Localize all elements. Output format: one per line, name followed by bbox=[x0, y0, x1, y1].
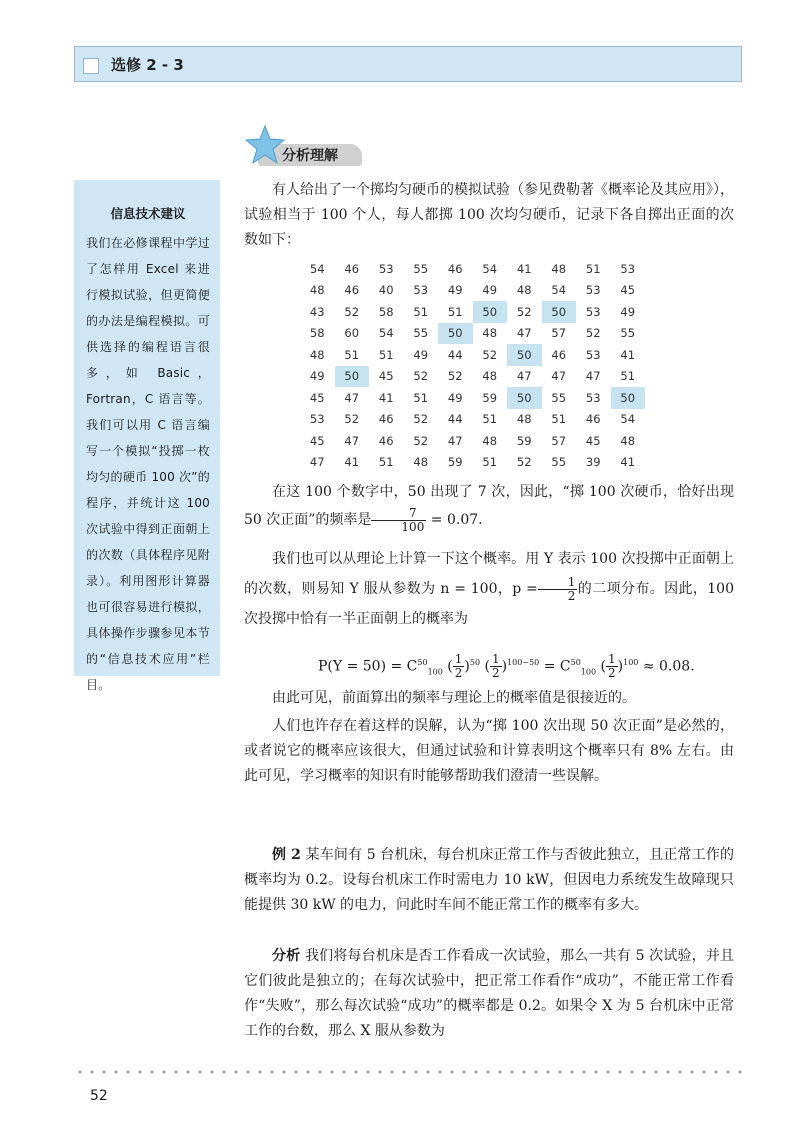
table-cell: 52 bbox=[447, 369, 463, 384]
sidebar-body: 我们在必修课程中学过了怎样用 Excel 来进行模拟试验，但更简便的办法是编程模拟。可供选择的编程语言很多，如 Basic，Fortran，C 语言等。我们可以用 C 语言编写一个模拟“投掷一枚均匀的硬币 100 次”的程序，并统计这 100 次试验中得到正面朝上的次数（具体程序见附录）。利用图形计算器也可很容易进行模拟，具体操作步骤参见本节的“信息技术应用”栏目。 bbox=[86, 236, 210, 692]
table-cell: 54 bbox=[551, 283, 567, 298]
formula-exp2: 100−50 bbox=[507, 658, 540, 667]
table-cell: 48 bbox=[309, 347, 325, 362]
tech-tip-sidebar bbox=[74, 180, 220, 692]
p-fraction bbox=[538, 576, 578, 603]
analysis-label: 分析 bbox=[272, 948, 301, 964]
table-cell: 52 bbox=[413, 369, 429, 384]
freq-frac-den: 100 bbox=[401, 519, 425, 534]
table-cell: 48 bbox=[482, 326, 498, 341]
example-paragraph bbox=[244, 843, 734, 918]
table-cell: 46 bbox=[585, 412, 601, 427]
table-cell: 50 bbox=[473, 301, 508, 323]
table-cell: 47 bbox=[516, 326, 532, 341]
table-cell: 54 bbox=[482, 261, 498, 276]
table-cell: 50 bbox=[507, 387, 542, 409]
table-cell: 46 bbox=[344, 283, 360, 298]
formula-approx: ≈ 0.08. bbox=[642, 658, 695, 675]
formula-c-sup: 50 bbox=[417, 658, 428, 667]
table-cell: 48 bbox=[482, 433, 498, 448]
table-cell: 49 bbox=[309, 369, 325, 384]
formula-c-sub: 100 bbox=[427, 667, 443, 677]
table-cell: 60 bbox=[344, 326, 360, 341]
table-cell: 49 bbox=[482, 283, 498, 298]
table-cell: 47 bbox=[516, 369, 532, 384]
table-cell: 49 bbox=[413, 347, 429, 362]
table-cell: 52 bbox=[585, 326, 601, 341]
table-cell: 41 bbox=[620, 455, 636, 470]
table-cell: 41 bbox=[344, 455, 360, 470]
table-cell: 45 bbox=[309, 433, 325, 448]
table-cell: 46 bbox=[344, 261, 360, 276]
table-cell: 51 bbox=[344, 347, 360, 362]
table-cell: 47 bbox=[309, 455, 325, 470]
table-cell: 47 bbox=[585, 369, 601, 384]
table-cell: 55 bbox=[551, 455, 567, 470]
example-label: 例 2 bbox=[272, 847, 301, 863]
table-cell: 58 bbox=[309, 326, 325, 341]
table-cell: 53 bbox=[309, 412, 325, 427]
table-cell: 54 bbox=[620, 412, 636, 427]
table-cell: 53 bbox=[620, 261, 636, 276]
table-cell: 48 bbox=[309, 283, 325, 298]
table-cell: 59 bbox=[516, 433, 532, 448]
example-text: 某车间有 5 台机床，每台机床正常工作与否彼此独立，且正常工作的概率均为 0.2。设每台机床工作时需电力 10 kW，但因电力系统发生故障现只能提供 30 kW 的电力，问此时车间不能正常工作的概率有多大。 bbox=[244, 847, 734, 913]
table-cell: 53 bbox=[585, 390, 601, 405]
table-cell: 59 bbox=[447, 455, 463, 470]
table-cell: 51 bbox=[585, 261, 601, 276]
table-cell: 48 bbox=[413, 455, 429, 470]
table-cell: 47 bbox=[551, 369, 567, 384]
table-cell: 40 bbox=[378, 283, 394, 298]
table-cell: 44 bbox=[447, 347, 463, 362]
table-row bbox=[300, 387, 645, 409]
table-cell: 51 bbox=[620, 369, 636, 384]
table-cell: 51 bbox=[482, 412, 498, 427]
chapter-header bbox=[74, 46, 742, 82]
table-row bbox=[300, 366, 645, 388]
formula-half-1: $\frac{1}{2}$ bbox=[454, 652, 463, 681]
table-cell: 49 bbox=[620, 304, 636, 319]
table-cell: 52 bbox=[344, 304, 360, 319]
table-cell: 51 bbox=[551, 412, 567, 427]
table-cell: 53 bbox=[378, 261, 394, 276]
table-cell: 57 bbox=[551, 433, 567, 448]
freq-fraction bbox=[371, 507, 426, 534]
table-cell: 53 bbox=[585, 347, 601, 362]
table-cell: 52 bbox=[413, 412, 429, 427]
table-row bbox=[300, 258, 645, 280]
table-cell: 51 bbox=[482, 455, 498, 470]
table-cell: 47 bbox=[344, 433, 360, 448]
freq-frac-num: 7 bbox=[371, 507, 426, 521]
table-row bbox=[300, 409, 645, 431]
table-cell: 48 bbox=[551, 261, 567, 276]
table-cell: 54 bbox=[378, 326, 394, 341]
table-cell: 41 bbox=[516, 261, 532, 276]
theory-text-after: 的二项分布。因此，100 次投掷中恰有一半正面朝上的概率为 bbox=[244, 581, 734, 627]
theory-text-before: 我们也可以从理论上计算一下这个概率。用 Y 表示 100 次投掷中正面朝上的次数，则易知 Y 服从参数为 n = 100，p = bbox=[244, 551, 734, 597]
table-cell: 51 bbox=[413, 304, 429, 319]
table-cell: 53 bbox=[585, 283, 601, 298]
intro-paragraph: 有人给出了一个掷均匀硬币的模拟试验（参见费勒著《概率论及其应用》），试验相当于 100 个人，每人都掷 100 次均匀硬币，记录下各自掷出正面的次数如下： bbox=[244, 182, 734, 248]
formula-half-2: $\frac{1}{2}$ bbox=[491, 652, 500, 681]
table-cell: 45 bbox=[378, 369, 394, 384]
chapter-title: 选修 2 - 3 bbox=[111, 56, 184, 74]
table-cell: 45 bbox=[309, 390, 325, 405]
table-cell: 41 bbox=[620, 347, 636, 362]
page-number: 52 bbox=[90, 1088, 108, 1104]
table-cell: 50 bbox=[335, 366, 370, 388]
table-cell: 49 bbox=[447, 283, 463, 298]
formula-mid: = C bbox=[543, 658, 571, 675]
table-row bbox=[300, 280, 645, 302]
table-cell: 52 bbox=[482, 347, 498, 362]
table-cell: 48 bbox=[620, 433, 636, 448]
misconception-paragraph: 人们也许存在着这样的误解，认为“掷 100 次出现 50 次正面”是必然的，或者说它的概率应该很大，但通过试验和计算表明这个概率只有 8% 左右。由此可见，学习概率的知识有时能够帮助我们澄清一些误解。 bbox=[244, 718, 734, 784]
table-cell: 45 bbox=[585, 433, 601, 448]
section-badge bbox=[244, 124, 364, 168]
table-cell: 52 bbox=[516, 455, 532, 470]
table-cell: 51 bbox=[378, 347, 394, 362]
table-cell: 48 bbox=[482, 369, 498, 384]
table-cell: 44 bbox=[447, 412, 463, 427]
table-cell: 55 bbox=[413, 261, 429, 276]
table-row bbox=[300, 323, 645, 345]
table-cell: 55 bbox=[551, 390, 567, 405]
formula-half-3: $\frac{1}{2}$ bbox=[608, 652, 616, 681]
table-cell: 48 bbox=[516, 412, 532, 427]
table-cell: 48 bbox=[516, 283, 532, 298]
table-cell: 45 bbox=[620, 283, 636, 298]
table-cell: 51 bbox=[447, 304, 463, 319]
table-row bbox=[300, 344, 645, 366]
table-cell: 47 bbox=[447, 433, 463, 448]
table-cell: 52 bbox=[413, 433, 429, 448]
table-cell: 50 bbox=[611, 387, 646, 409]
table-cell: 39 bbox=[585, 455, 601, 470]
freq-text-before: 在这 100 个数字中，50 出现了 7 次，因此，“掷 100 次硬币，恰好出现 50 次正面”的频率是 bbox=[244, 484, 734, 528]
table-cell: 46 bbox=[447, 261, 463, 276]
table-cell: 46 bbox=[551, 347, 567, 362]
star-icon bbox=[244, 124, 286, 166]
table-cell: 41 bbox=[378, 390, 394, 405]
conclusion-paragraph: 由此可见，前面算出的频率与理论上的概率值是很接近的。 bbox=[272, 690, 636, 706]
table-cell: 43 bbox=[309, 304, 325, 319]
table-cell: 50 bbox=[507, 344, 542, 366]
table-cell: 46 bbox=[378, 412, 394, 427]
table-cell: 47 bbox=[344, 390, 360, 405]
p-frac-num: 1 bbox=[538, 576, 578, 590]
header-square-icon bbox=[83, 58, 99, 74]
table-cell: 53 bbox=[413, 283, 429, 298]
table-row bbox=[300, 430, 645, 452]
table-cell: 55 bbox=[413, 326, 429, 341]
table-cell: 50 bbox=[542, 301, 577, 323]
table-cell: 52 bbox=[344, 412, 360, 427]
sidebar-title: 信息技术建议 bbox=[110, 206, 186, 221]
formula-exp1: 50 bbox=[469, 658, 481, 667]
table-cell: 53 bbox=[585, 304, 601, 319]
table-cell: 54 bbox=[309, 261, 325, 276]
table-cell: 49 bbox=[447, 390, 463, 405]
table-cell: 51 bbox=[413, 390, 429, 405]
frequency-paragraph bbox=[244, 478, 734, 534]
footer-dotted-rule bbox=[74, 1070, 742, 1074]
analysis-paragraph bbox=[244, 944, 734, 1044]
formula-exp3: 100 bbox=[623, 658, 639, 667]
table-cell: 52 bbox=[516, 304, 532, 319]
freq-text-after: = 0.07. bbox=[430, 512, 483, 528]
analysis-text: 我们将每台机床是否工作看成一次试验，那么一共有 5 次试验，并且它们彼此是独立的；在每次试验中，把正常工作看作“成功”，不能正常工作看作“失败”，那么每次试验“成功”的概率都是 0.2。如果令 X 为 5 台机床中正常工作的台数，那么 X 服从参数为 bbox=[244, 948, 735, 1039]
coin-toss-table bbox=[300, 258, 645, 473]
formula-lhs: P(Y = 50) = C bbox=[318, 658, 418, 675]
table-cell: 59 bbox=[482, 390, 498, 405]
table-cell: 51 bbox=[378, 455, 394, 470]
section-label: 分析理解 bbox=[282, 148, 338, 164]
table-cell: 50 bbox=[438, 323, 473, 345]
p-frac-den: 2 bbox=[567, 588, 576, 603]
table-row bbox=[300, 452, 645, 474]
binomial-formula: $P(Y = 50) = C^{50}_{100}$ ( $\frac{1}{2}$ )$^{50}$ ( $\frac{1}{2}$ )$^{100-50} = C^{50}_{100}$ ( $\frac{1}{2}$ )$^{100}$ ≈ 0.08. bbox=[318, 652, 695, 681]
table-row bbox=[300, 301, 645, 323]
table-cell: 46 bbox=[378, 433, 394, 448]
theory-paragraph bbox=[244, 544, 734, 634]
table-cell: 57 bbox=[551, 326, 567, 341]
table-cell: 55 bbox=[620, 326, 636, 341]
table-cell: 58 bbox=[378, 304, 394, 319]
